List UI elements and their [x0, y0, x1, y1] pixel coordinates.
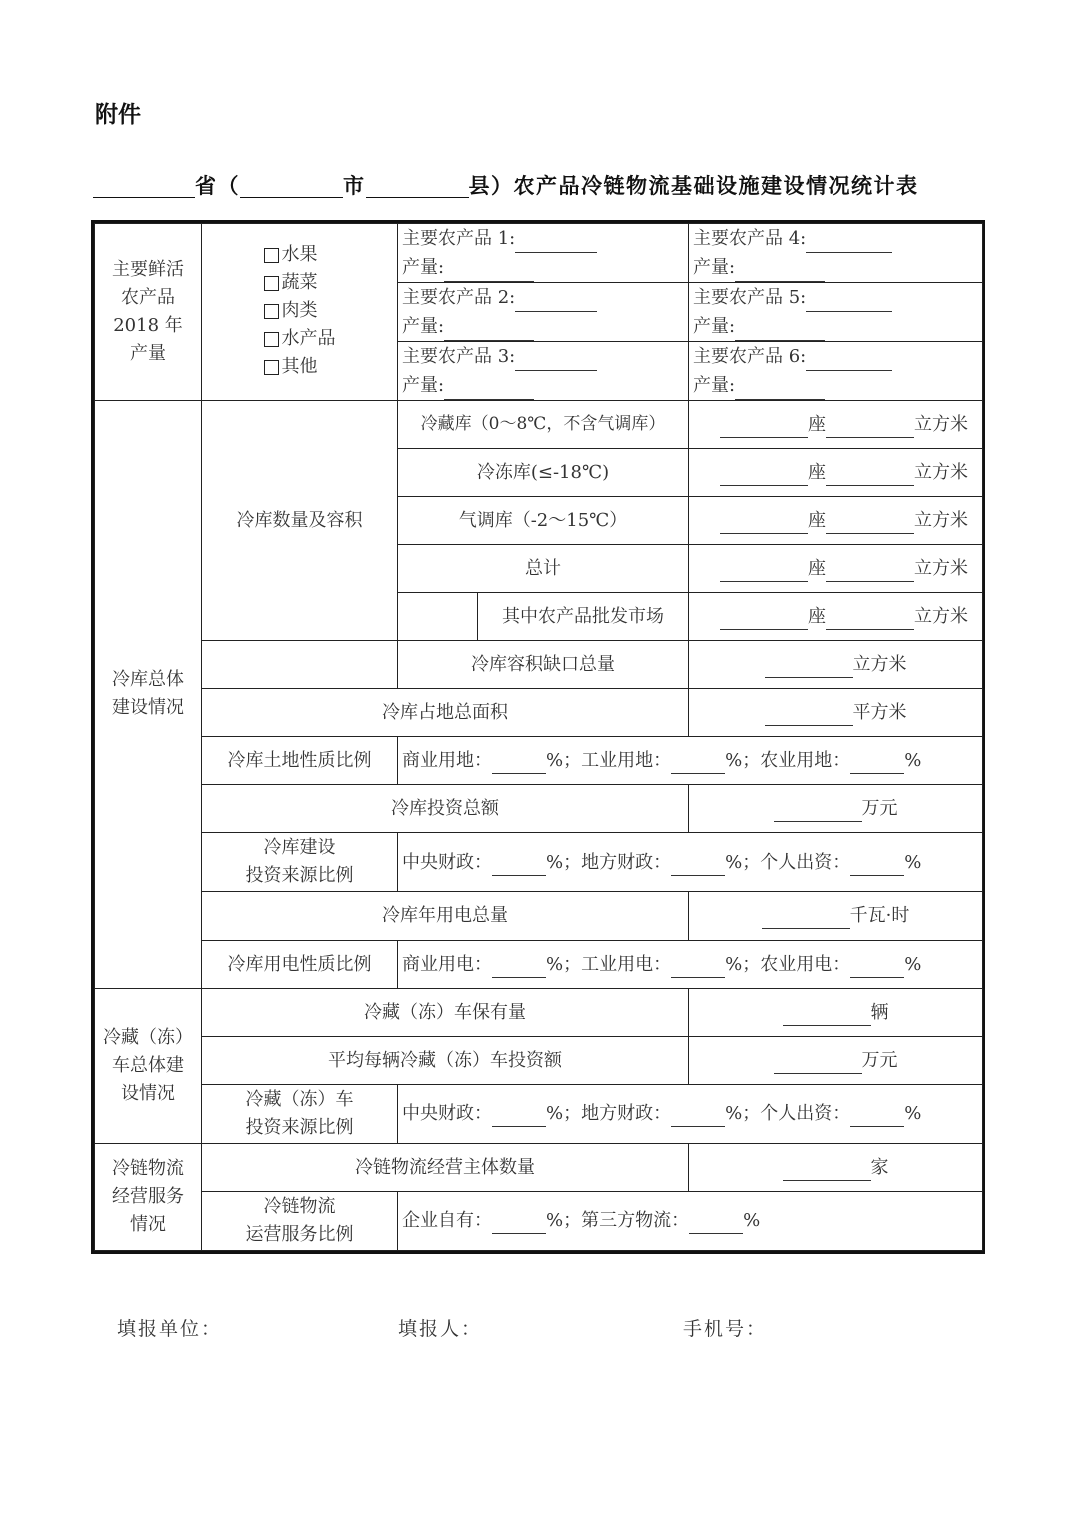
storage-central-field[interactable]	[492, 855, 546, 876]
product-2-qty-field[interactable]	[444, 320, 534, 341]
avg-invest-field[interactable]	[774, 1053, 862, 1074]
area-value: 平方米	[689, 689, 983, 737]
land-commercial-field[interactable]	[492, 753, 546, 774]
product-cell-1: 主要农产品 1: 产量:	[398, 224, 689, 283]
land-agricultural-field[interactable]	[850, 753, 904, 774]
service-ratio-label: 冷链物流 运营服务比例	[202, 1191, 398, 1250]
chilled-storage-value: 座 立方米	[689, 401, 983, 449]
capacity-gap-value: 立方米	[689, 641, 983, 689]
checkbox-icon[interactable]	[264, 276, 279, 291]
product-5-qty-field[interactable]	[735, 320, 825, 341]
product-1-qty-field[interactable]	[444, 261, 534, 282]
capacity-gap-label: 冷库容积缺口总量	[398, 641, 689, 689]
avg-invest-value: 万元	[689, 1036, 983, 1084]
frozen-volume-field[interactable]	[826, 465, 914, 486]
ca-storage-label: 气调库（-2～15℃）	[398, 497, 689, 545]
total-seat-field[interactable]	[720, 561, 808, 582]
title-province-suffix: 省（	[195, 174, 240, 198]
product-cell-2: 主要农产品 2: 产量:	[398, 283, 689, 342]
product-6-qty-field[interactable]	[735, 379, 825, 400]
footer-unit-label: 填报单位：	[117, 1318, 223, 1340]
capacity-label: 冷库数量及容积	[202, 401, 398, 641]
storage-personal-field[interactable]	[850, 855, 904, 876]
checkbox-icon[interactable]	[264, 360, 279, 375]
land-industrial-field[interactable]	[671, 753, 725, 774]
section-vehicle-label: 冷藏（冻） 车总体建 设情况	[95, 988, 202, 1143]
checkbox-icon[interactable]	[264, 332, 279, 347]
total-volume-field[interactable]	[826, 561, 914, 582]
power-total-field[interactable]	[762, 908, 850, 929]
product-5-name-field[interactable]	[806, 291, 892, 312]
invest-total-field[interactable]	[774, 801, 862, 822]
attachment-label: 附件	[95, 102, 141, 128]
title-county-suffix: 县）农产品冷链物流基础设施建设情况统计表	[468, 174, 919, 198]
entity-count-field[interactable]	[783, 1160, 871, 1181]
county-blank[interactable]	[366, 173, 469, 198]
frozen-storage-value: 座 立方米	[689, 449, 983, 497]
ca-seat-field[interactable]	[720, 513, 808, 534]
service-own-field[interactable]	[492, 1213, 546, 1234]
wholesale-storage-value: 座 立方米	[689, 593, 983, 641]
wholesale-seat-field[interactable]	[720, 609, 808, 630]
entity-count-value: 家	[689, 1143, 983, 1191]
product-4-qty-field[interactable]	[735, 261, 825, 282]
product-6-name-field[interactable]	[806, 350, 892, 371]
form-title	[93, 168, 993, 200]
product-cell-5: 主要农产品 5: 产量:	[689, 283, 983, 342]
power-type-label: 冷库用电性质比例	[202, 940, 398, 988]
vehicle-central-field[interactable]	[492, 1106, 546, 1127]
section-service-label: 冷链物流 经营服务 情况	[95, 1143, 202, 1250]
product-cell-4: 主要农产品 4: 产量:	[689, 224, 983, 283]
frozen-storage-label: 冷冻库(≤-18℃)	[398, 449, 689, 497]
city-blank[interactable]	[240, 173, 343, 198]
land-ratio-label: 冷库土地性质比例	[202, 737, 398, 785]
area-field[interactable]	[765, 705, 853, 726]
checkbox-icon[interactable]	[264, 248, 279, 263]
frozen-seat-field[interactable]	[720, 465, 808, 486]
total-storage-value: 座 立方米	[689, 545, 983, 593]
invest-total-value: 万元	[689, 785, 983, 833]
product-cell-6: 主要农产品 6: 产量:	[689, 342, 983, 401]
product-3-name-field[interactable]	[515, 350, 597, 371]
capacity-spacer	[202, 641, 398, 689]
category-checklist	[202, 224, 398, 401]
category-checkbox-meat[interactable]: 肉类	[264, 297, 336, 325]
fleet-value: 辆	[689, 988, 983, 1036]
footer-phone-label: 手机号：	[683, 1318, 768, 1340]
wholesale-storage-label: 其中农产品批发市场	[478, 593, 689, 641]
invest-total-label: 冷库投资总额	[202, 785, 689, 833]
storage-source-label: 冷库建设 投资来源比例	[202, 833, 398, 892]
avg-invest-label: 平均每辆冷藏（冻）车投资额	[202, 1036, 689, 1084]
power-agricultural-field[interactable]	[850, 957, 904, 978]
section-storage-label: 冷库总体 建设情况	[95, 401, 202, 988]
area-label: 冷库占地总面积	[202, 689, 689, 737]
storage-source-value: 中央财政： %；地方财政： %；个人出资： %	[398, 833, 983, 892]
statistics-table	[91, 220, 985, 1254]
fleet-field[interactable]	[783, 1005, 871, 1026]
chilled-storage-label: 冷藏库（0～8℃，不含气调库）	[398, 401, 689, 449]
checkbox-icon[interactable]	[264, 304, 279, 319]
service-ratio-value: 企业自有： %；第三方物流： %	[398, 1191, 983, 1250]
storage-local-field[interactable]	[671, 855, 725, 876]
vehicle-source-label: 冷藏（冻）车 投资来源比例	[202, 1084, 398, 1143]
vehicle-personal-field[interactable]	[850, 1106, 904, 1127]
entity-count-label: 冷链物流经营主体数量	[202, 1143, 689, 1191]
product-3-qty-field[interactable]	[444, 379, 534, 400]
chilled-volume-field[interactable]	[826, 417, 914, 438]
fleet-label: 冷藏（冻）车保有量	[202, 988, 689, 1036]
capacity-gap-field[interactable]	[765, 657, 853, 678]
indent-spacer	[398, 593, 478, 641]
vehicle-local-field[interactable]	[671, 1106, 725, 1127]
title-city-suffix: 市	[343, 174, 366, 198]
category-checkbox-vegetable[interactable]: 蔬菜	[264, 269, 336, 297]
service-third-party-field[interactable]	[689, 1213, 743, 1234]
power-total-label: 冷库年用电总量	[202, 892, 689, 940]
product-4-name-field[interactable]	[806, 232, 892, 253]
category-checkbox-aquatic[interactable]: 水产品	[264, 325, 336, 353]
province-blank[interactable]	[93, 173, 195, 198]
total-storage-label: 总计	[398, 545, 689, 593]
wholesale-volume-field[interactable]	[826, 609, 914, 630]
power-total-value: 千瓦·时	[689, 892, 983, 940]
land-ratio-value: 商业用地： %；工业用地： %；农业用地： %	[398, 737, 983, 785]
section-products-label: 主要鲜活 农产品 2018 年 产量	[95, 224, 202, 401]
power-commercial-field[interactable]	[492, 957, 546, 978]
product-cell-3: 主要农产品 3: 产量:	[398, 342, 689, 401]
product-1-name-field[interactable]	[515, 232, 597, 253]
ca-storage-value: 座 立方米	[689, 497, 983, 545]
ca-volume-field[interactable]	[826, 513, 914, 534]
power-industrial-field[interactable]	[671, 957, 725, 978]
category-checkbox-fruit[interactable]: 水果	[264, 241, 336, 269]
vehicle-source-value: 中央财政： %；地方财政： %；个人出资： %	[398, 1084, 983, 1143]
power-type-value: 商业用电： %；工业用电： %；农业用电： %	[398, 940, 983, 988]
footer-person-label: 填报人：	[398, 1318, 483, 1340]
product-2-name-field[interactable]	[515, 291, 597, 312]
chilled-seat-field[interactable]	[720, 417, 808, 438]
category-checkbox-other[interactable]: 其他	[264, 353, 336, 381]
